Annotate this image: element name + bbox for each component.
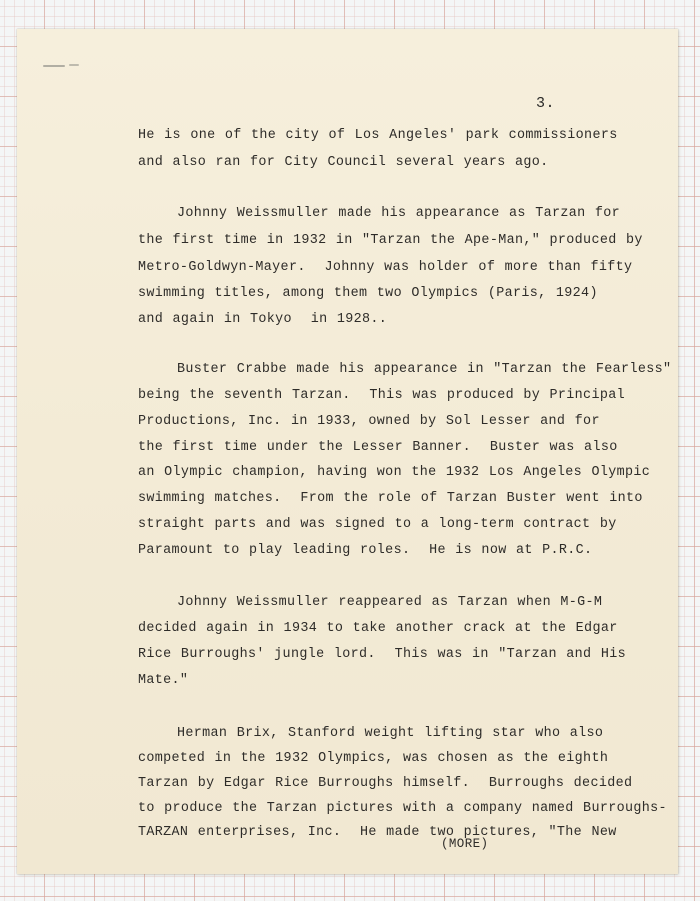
document-body xyxy=(17,29,678,874)
text-line: Tarzan by Edgar Rice Burroughs himself. Burroughs decided xyxy=(138,776,633,791)
text-line: swimming matches. From the role of Tarzan Buster went into xyxy=(138,491,643,506)
text-line: Mate." xyxy=(138,673,189,688)
text-line: being the seventh Tarzan. This was produced by Principal xyxy=(138,388,625,403)
text-line: Rice Burroughs' jungle lord. This was in "Tarzan and His xyxy=(138,647,626,662)
text-line: Johnny Weissmuller reappeared as Tarzan when M-G-M xyxy=(177,595,603,610)
text-line: to produce the Tarzan pictures with a company named Burroughs- xyxy=(138,801,667,816)
text-line: Paramount to play leading roles. He is now at P.R.C. xyxy=(138,543,593,558)
text-line: and also ran for City Council several years ago. xyxy=(138,155,549,170)
text-line: the first time in 1932 in "Tarzan the Ape-Man," produced by xyxy=(138,233,643,248)
page-number: 3. xyxy=(536,95,556,112)
text-line: an Olympic champion, having won the 1932 Los Angeles Olympic xyxy=(138,465,651,480)
text-line: He is one of the city of Los Angeles' park commissioners xyxy=(138,128,618,143)
text-line: competed in the 1932 Olympics, was chosen as the eighth xyxy=(138,751,609,766)
text-line: Herman Brix, Stanford weight lifting star who also xyxy=(177,726,604,741)
continuation-marker: (MORE) xyxy=(441,837,489,851)
text-line: and again in Tokyo in 1928.. xyxy=(138,312,388,327)
text-line: Johnny Weissmuller made his appearance as Tarzan for xyxy=(177,206,621,221)
text-line: TARZAN enterprises, Inc. He made two pictures, "The New xyxy=(138,825,617,840)
text-line: Productions, Inc. in 1933, owned by Sol Lesser and for xyxy=(138,414,600,429)
text-line: Metro-Goldwyn-Mayer. Johnny was holder of more than fifty xyxy=(138,260,633,275)
text-line: the first time under the Lesser Banner. Buster was also xyxy=(138,440,618,455)
text-line: decided again in 1934 to take another crack at the Edgar xyxy=(138,621,618,636)
text-line: Buster Crabbe made his appearance in "Tarzan the Fearless" xyxy=(177,362,672,377)
text-line: straight parts and was signed to a long-term contract by xyxy=(138,517,617,532)
typewritten-page xyxy=(17,29,678,874)
text-line: swimming titles, among them two Olympics (Paris, 1924) xyxy=(138,286,598,301)
